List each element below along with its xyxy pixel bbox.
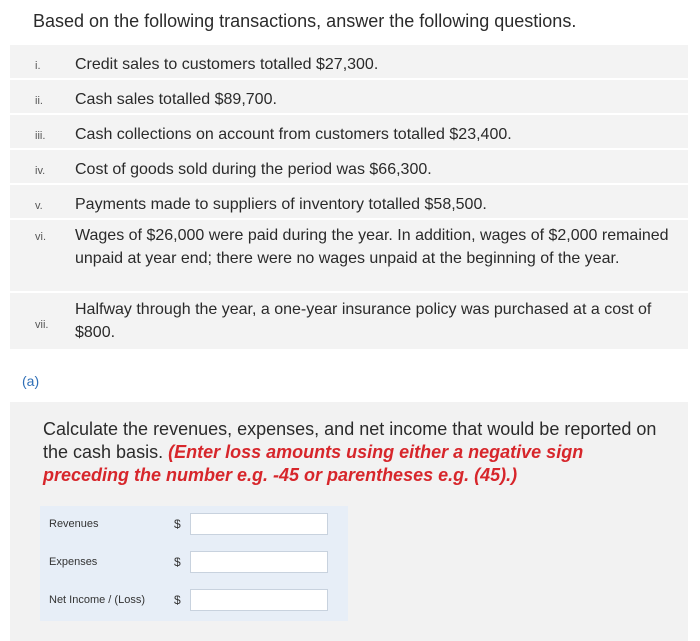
transaction-number: vi.: [35, 231, 46, 243]
question-note: (Enter loss amounts using either a negative sign preceding the number e.g. -45 or parentheses e.g. (45).): [43, 442, 584, 485]
currency-symbol: $: [174, 593, 181, 607]
answer-label: Expenses: [49, 556, 98, 568]
expenses-input[interactable]: [190, 551, 328, 573]
page-heading: Based on the following transactions, answer the following questions.: [33, 11, 577, 31]
transaction-number: iv.: [35, 165, 46, 177]
transaction-text: Wages of $26,000 were paid during the year. In addition, wages of $2,000 remained unpaid at year end; there were no wages unpaid at the beginning of the year.: [75, 227, 669, 267]
transaction-item-iii: [10, 115, 688, 150]
answer-label: Revenues: [49, 518, 99, 530]
currency-symbol: $: [174, 555, 181, 569]
transaction-item-iv: [10, 150, 688, 185]
answer-table: [40, 506, 348, 621]
answer-row-revenues: [40, 506, 348, 544]
transaction-text: Halfway through the year, a one-year insurance policy was purchased at a cost of $800.: [75, 301, 652, 341]
currency-symbol: $: [174, 517, 181, 531]
answer-row-net-income: [40, 582, 348, 620]
transaction-text: Cash collections on account from customers totalled $23,400.: [75, 126, 512, 143]
transaction-text: Cash sales totalled $89,700.: [75, 91, 277, 108]
transaction-item-ii: [10, 80, 688, 115]
transaction-item-i: [10, 45, 688, 80]
revenues-input[interactable]: [190, 513, 328, 535]
transaction-list: [10, 45, 688, 351]
question-instruction: Calculate the revenues, expenses, and net income that would be reported on the cash basis.: [43, 419, 657, 462]
transaction-number: i.: [35, 60, 41, 72]
transaction-number: iii.: [35, 130, 46, 142]
transaction-number: ii.: [35, 95, 43, 107]
answer-label: Net Income / (Loss): [49, 594, 145, 606]
answer-row-expenses: [40, 544, 348, 582]
transaction-number: vii.: [35, 319, 49, 331]
question-panel: [10, 402, 688, 641]
transaction-text: Credit sales to customers totalled $27,300.: [75, 56, 379, 73]
transaction-text: Cost of goods sold during the period was $66,300.: [75, 161, 432, 178]
part-label: (a): [22, 373, 40, 389]
transaction-item-v: [10, 185, 688, 220]
transaction-text: Payments made to suppliers of inventory totalled $58,500.: [75, 196, 487, 213]
transaction-item-vii: [10, 293, 688, 351]
transaction-item-vi: [10, 220, 688, 293]
question-text: [43, 418, 663, 487]
transaction-number: v.: [35, 200, 43, 212]
net-income-input[interactable]: [190, 589, 328, 611]
